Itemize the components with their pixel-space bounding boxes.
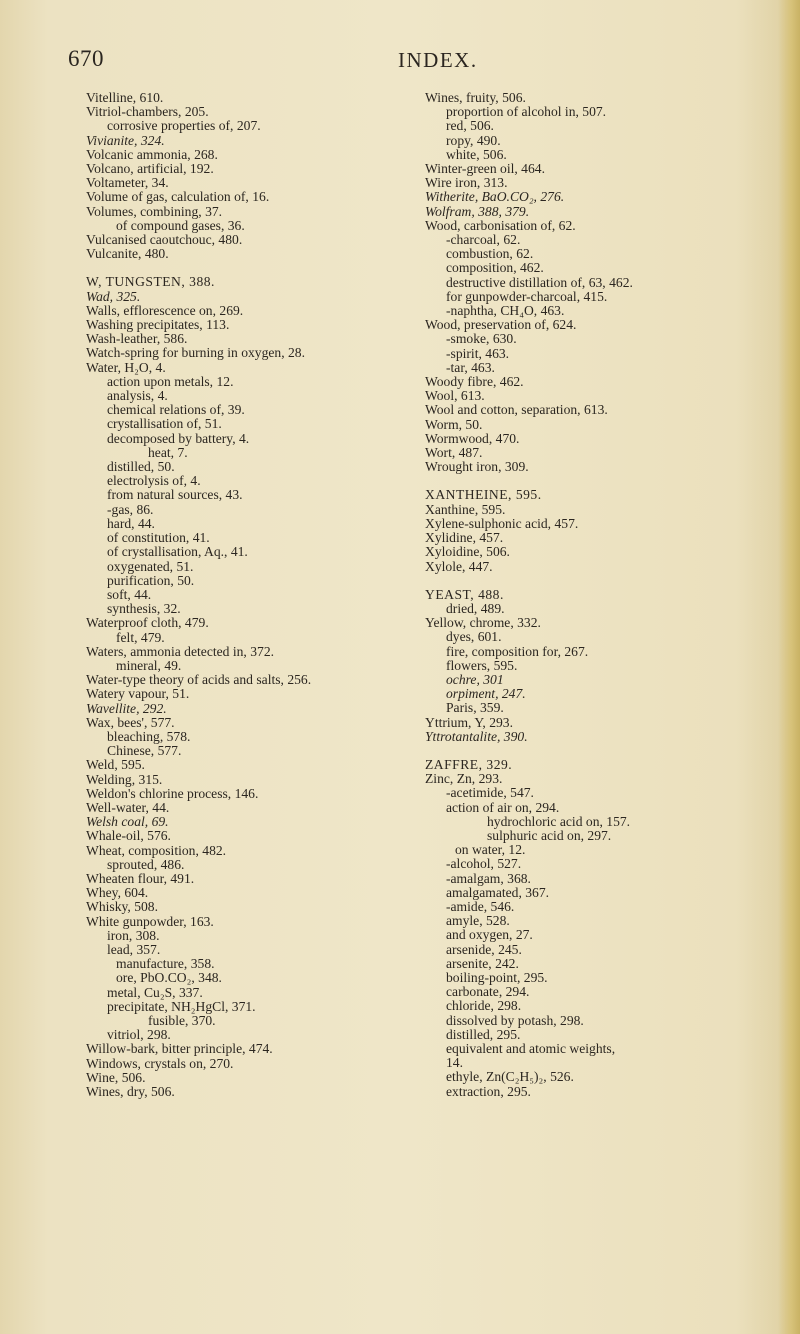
index-entry: Paris, 359. bbox=[446, 700, 504, 716]
index-entry: Wax, bees', 577. bbox=[86, 714, 175, 730]
index-entry: decomposed by battery, 4. bbox=[107, 430, 250, 446]
index-entry: Chinese, 577. bbox=[107, 743, 182, 759]
index-entry: Water-type theory of acids and salts, 256. bbox=[86, 672, 312, 688]
index-entry: amalgamated, 367. bbox=[446, 884, 550, 900]
index-entry: Watch-spring for burning in oxygen, 28. bbox=[86, 345, 306, 361]
index-entry: Wheat, composition, 482. bbox=[86, 842, 227, 858]
index-entry: Xyloidine, 506. bbox=[425, 544, 510, 560]
index-entry: bleaching, 578. bbox=[107, 728, 191, 744]
index-entry: -amide, 546. bbox=[446, 898, 515, 914]
index-entry: ore, PbO.CO₂, 348. bbox=[116, 970, 222, 986]
index-entry: orpiment, 247. bbox=[446, 686, 526, 702]
index-entry: Wormwood, 470. bbox=[425, 430, 520, 446]
index-entry: Wine, 506. bbox=[86, 1069, 146, 1085]
index-entry: hard, 44. bbox=[107, 515, 155, 531]
index-entry: Wool and cotton, separation, 613. bbox=[425, 402, 608, 418]
page-number: 670 bbox=[68, 46, 104, 71]
index-entry: purification, 50. bbox=[107, 572, 195, 588]
index-entry: crystallisation of, 51. bbox=[107, 416, 222, 432]
index-entry: ZAFFRE, 329. bbox=[425, 756, 513, 772]
index-entry: Xylole, 447. bbox=[425, 558, 493, 574]
index-entry: composition, 462. bbox=[446, 260, 544, 276]
index-entry: YEAST, 488. bbox=[425, 586, 504, 602]
index-entry: Yttrotantalite, 390. bbox=[425, 728, 528, 744]
index-entry: Weld, 595. bbox=[86, 757, 145, 773]
index-entry: ropy, 490. bbox=[446, 132, 501, 148]
index-entry: of compound gases, 36. bbox=[116, 217, 245, 233]
index-entry: Waters, ammonia detected in, 372. bbox=[86, 643, 275, 659]
index-entry: -charcoal, 62. bbox=[446, 232, 521, 248]
index-entry: distilled, 295. bbox=[446, 1026, 521, 1042]
index-entry: mineral, 49. bbox=[116, 657, 182, 673]
index-entry: of constitution, 41. bbox=[107, 530, 210, 546]
index-entry: chloride, 298. bbox=[446, 998, 522, 1014]
index-entry: Worm, 50. bbox=[425, 416, 483, 432]
index-entry: action upon metals, 12. bbox=[107, 373, 234, 389]
index-entry: and oxygen, 27. bbox=[446, 927, 533, 943]
index-entry: dissolved by potash, 298. bbox=[446, 1012, 584, 1028]
index-entry: Water, H₂O, 4. bbox=[86, 359, 166, 375]
index-entry: oxygenated, 51. bbox=[107, 558, 194, 574]
index-entry: Whey, 604. bbox=[86, 885, 149, 901]
page-edge bbox=[778, 0, 800, 1334]
index-entry: amyle, 528. bbox=[446, 913, 510, 929]
index-entry: arsenite, 242. bbox=[446, 955, 519, 971]
index-entry: Xylene-sulphonic acid, 457. bbox=[425, 515, 579, 531]
index-entry: Yttrium, Y, 293. bbox=[425, 714, 513, 730]
index-entry: proportion of alcohol in, 507. bbox=[446, 104, 607, 120]
index-entry: Wood, preservation of, 624. bbox=[425, 317, 577, 333]
index-entry: 14. bbox=[446, 1055, 463, 1071]
index-entry: -acetimide, 547. bbox=[446, 785, 534, 801]
index-entry: Vulcanite, 480. bbox=[86, 246, 169, 262]
index-entry: fire, composition for, 267. bbox=[446, 643, 589, 659]
index-entry: Volcanic ammonia, 268. bbox=[86, 146, 218, 162]
index-entry: Voltameter, 34. bbox=[86, 175, 169, 191]
index-entry: distilled, 50. bbox=[107, 459, 175, 475]
index-entry: Wolfram, 388, 379. bbox=[425, 203, 530, 219]
index-entry: Volumes, combining, 37. bbox=[86, 203, 223, 219]
index-entry: XANTHEINE, 595. bbox=[425, 487, 542, 503]
index-entry: ochre, 301 bbox=[446, 671, 504, 687]
index-entry: chemical relations of, 39. bbox=[107, 402, 245, 418]
index-entry: W, TUNGSTEN, 388. bbox=[86, 274, 215, 290]
index-entry: destructive distillation of, 63, 462. bbox=[446, 274, 633, 290]
index-entry: Whale-oil, 576. bbox=[86, 828, 171, 844]
index-entry: Welsh coal, 69. bbox=[86, 814, 169, 830]
index-entry: Welding, 315. bbox=[86, 771, 163, 787]
index-entry: sulphuric acid on, 297. bbox=[487, 827, 612, 843]
index-entry: arsenide, 245. bbox=[446, 941, 522, 957]
index-entry: synthesis, 32. bbox=[107, 601, 181, 617]
index-entry: Yellow, chrome, 332. bbox=[425, 615, 541, 631]
index-entry: Whisky, 508. bbox=[86, 899, 158, 915]
index-entry: equivalent and atomic weights, bbox=[446, 1041, 616, 1056]
index-entry: metal, Cu₂S, 337. bbox=[107, 984, 203, 1000]
index-entry: lead, 357. bbox=[107, 941, 161, 957]
index-entry: Wood, carbonisation of, 62. bbox=[425, 217, 576, 233]
index-entry: -tar, 463. bbox=[446, 359, 495, 375]
index-entry: Waterproof cloth, 479. bbox=[86, 615, 209, 631]
index-entry: Wines, fruity, 506. bbox=[425, 90, 526, 105]
index-entry: corrosive properties of, 207. bbox=[107, 118, 261, 134]
index-entry: Wool, 613. bbox=[425, 388, 485, 404]
index-entry: Washing precipitates, 113. bbox=[86, 317, 230, 333]
index-entry: ethyle, Zn(C₂H₅)₂, 526. bbox=[446, 1069, 574, 1085]
index-entry: Wad, 325. bbox=[86, 288, 141, 304]
index-entry: Woody fibre, 462. bbox=[425, 374, 524, 390]
index-entry: -alcohol, 527. bbox=[446, 856, 522, 872]
index-entry: Vulcanised caoutchouc, 480. bbox=[86, 232, 243, 248]
index-entry: flowers, 595. bbox=[446, 657, 518, 673]
index-entry: carbonate, 294. bbox=[446, 984, 530, 1000]
index-entry: -spirit, 463. bbox=[446, 345, 510, 361]
index-entry: Wheaten flour, 491. bbox=[86, 870, 195, 886]
index-entry: of crystallisation, Aq., 41. bbox=[107, 544, 248, 560]
page-header bbox=[0, 46, 800, 80]
index-entry: Zinc, Zn, 293. bbox=[425, 771, 503, 787]
index-column-left bbox=[86, 91, 426, 1099]
index-entry: iron, 308. bbox=[107, 927, 160, 943]
index-entry: white, 506. bbox=[446, 146, 507, 162]
index-entry: on water, 12. bbox=[455, 842, 526, 858]
index-entry: Watery vapour, 51. bbox=[86, 686, 190, 702]
index-entry: Vitriol-chambers, 205. bbox=[86, 104, 209, 120]
index-entry: Vitelline, 610. bbox=[86, 90, 164, 105]
index-entry: Volume of gas, calculation of, 16. bbox=[86, 189, 270, 205]
index-entry: precipitate, NH₂HgCl, 371. bbox=[107, 998, 256, 1014]
index-entry: Volcano, artificial, 192. bbox=[86, 161, 214, 177]
index-entry: red, 506. bbox=[446, 118, 494, 134]
index-entry: action of air on, 294. bbox=[446, 799, 560, 815]
index-entry: extraction, 295. bbox=[446, 1083, 531, 1099]
index-entry: Wort, 487. bbox=[425, 445, 483, 461]
index-entry: hydrochloric acid on, 157. bbox=[487, 813, 631, 829]
index-entry: manufacture, 358. bbox=[116, 956, 215, 972]
index-entry: analysis, 4. bbox=[107, 388, 168, 404]
index-entry: Wrought iron, 309. bbox=[425, 459, 529, 475]
index-entry: -gas, 86. bbox=[107, 501, 154, 517]
index-entry: heat, 7. bbox=[148, 444, 188, 460]
index-entry: fusible, 370. bbox=[148, 1013, 216, 1028]
running-head: INDEX. bbox=[398, 48, 478, 72]
index-entry: felt, 479. bbox=[116, 629, 165, 645]
index-entry: sprouted, 486. bbox=[107, 856, 185, 872]
index-entry: for gunpowder-charcoal, 415. bbox=[446, 288, 608, 304]
index-entry: dyes, 601. bbox=[446, 629, 502, 645]
index-entry: White gunpowder, 163. bbox=[86, 913, 214, 929]
index-entry: dried, 489. bbox=[446, 600, 505, 616]
index-entry: combustion, 62. bbox=[446, 246, 534, 262]
index-entry: Windows, crystals on, 270. bbox=[86, 1055, 234, 1071]
index-entry: Winter-green oil, 464. bbox=[425, 161, 545, 177]
index-entry: Wash-leather, 586. bbox=[86, 331, 188, 347]
index-entry: Xanthine, 595. bbox=[425, 501, 506, 517]
index-entry: Wines, dry, 506. bbox=[86, 1084, 175, 1100]
index-entry: -naphtha, CH₄O, 463. bbox=[446, 303, 565, 319]
index-entry: Xylidine, 457. bbox=[425, 530, 504, 546]
index-entry: Willow-bark, bitter principle, 474. bbox=[86, 1041, 273, 1057]
index-entry: Witherite, BaO.CO₂, 276. bbox=[425, 189, 565, 205]
index-column-right bbox=[425, 91, 775, 1099]
index-entry: vitriol, 298. bbox=[107, 1027, 171, 1043]
index-entry: Well-water, 44. bbox=[86, 799, 170, 815]
index-entry: electrolysis of, 4. bbox=[107, 473, 201, 489]
index-entry: soft, 44. bbox=[107, 586, 152, 602]
index-entry: boiling-point, 295. bbox=[446, 969, 548, 985]
index-entry: Weldon's chlorine process, 146. bbox=[86, 785, 259, 801]
index-entry: -smoke, 630. bbox=[446, 331, 517, 347]
index-entry: Vivianite, 324. bbox=[86, 132, 165, 148]
index-entry: Walls, efflorescence on, 269. bbox=[86, 302, 244, 318]
index-entry: Wire iron, 313. bbox=[425, 175, 508, 191]
index-entry: -amalgam, 368. bbox=[446, 870, 531, 886]
index-entry: Wavellite, 292. bbox=[86, 700, 167, 716]
index-entry: from natural sources, 43. bbox=[107, 487, 243, 503]
